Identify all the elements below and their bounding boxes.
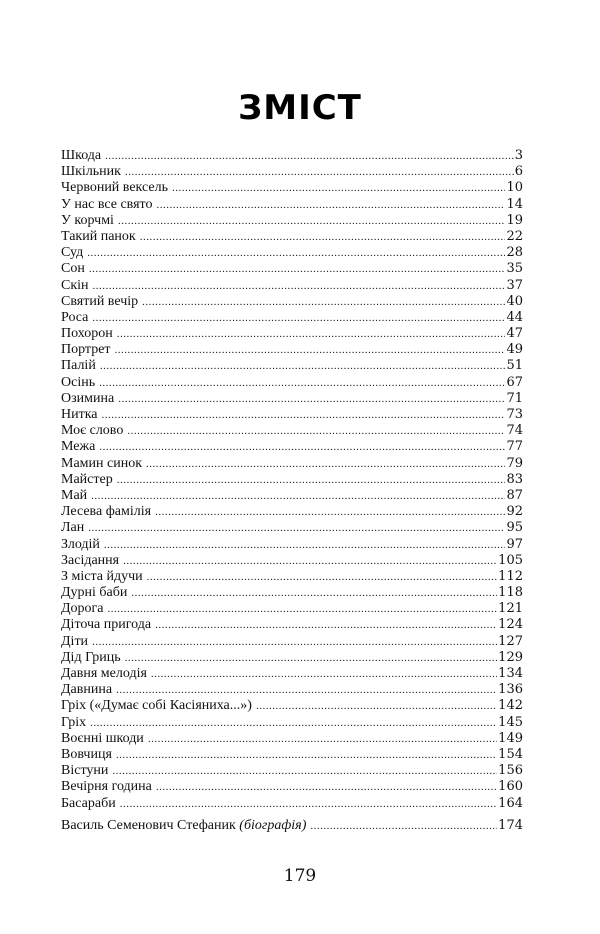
toc-leader-dots	[310, 818, 497, 834]
toc-entry-page: 118	[498, 585, 523, 601]
toc-entry-title: Діточа пригода	[61, 617, 152, 633]
toc-leader-dots	[147, 569, 498, 585]
toc-leader-dots	[117, 472, 506, 488]
toc-entry-title: Давня мелодія	[61, 666, 147, 681]
toc-entry-page: 35	[506, 261, 523, 277]
toc-entry-page: 67	[506, 374, 523, 390]
toc-entry-title: Лесева фамілія	[61, 504, 152, 520]
toc-entry[interactable]	[61, 197, 523, 213]
toc-entry-title: Май	[61, 487, 88, 503]
toc-entry[interactable]	[61, 148, 523, 164]
toc-entry-title: Лан	[61, 520, 85, 536]
toc-leader-dots	[92, 310, 505, 326]
toc-leader-dots	[99, 439, 505, 455]
toc-entry[interactable]	[61, 164, 523, 180]
toc-entry[interactable]	[61, 229, 523, 245]
toc-entry[interactable]	[61, 391, 523, 407]
toc-entry[interactable]	[61, 634, 523, 650]
toc-entry-page: 40	[506, 293, 523, 309]
toc-entry-page: 97	[506, 536, 523, 552]
toc-entry-title: Мамин синок	[61, 455, 143, 471]
toc-entry[interactable]	[61, 520, 523, 536]
toc-entry[interactable]	[61, 261, 523, 277]
toc-entry-title: Вовчиця	[61, 746, 112, 762]
toc-leader-dots	[125, 164, 514, 180]
toc-entry-title: Палій	[61, 358, 96, 374]
toc-leader-dots	[156, 197, 505, 213]
toc-entry-title: Шкільник	[61, 164, 121, 180]
toc-entry[interactable]	[61, 439, 523, 455]
toc-entry-page: 22	[506, 228, 523, 244]
toc-leader-dots	[108, 601, 498, 617]
toc-entry[interactable]	[61, 504, 523, 520]
toc-entry-page: 10	[506, 180, 523, 196]
toc-entry[interactable]	[61, 763, 523, 779]
toc-entry[interactable]	[61, 715, 523, 731]
toc-entry[interactable]	[61, 245, 523, 261]
toc-entry-title: Осінь	[61, 374, 96, 390]
toc-entry-title: Портрет	[61, 342, 111, 358]
toc-entry-page: 112	[498, 568, 523, 584]
toc-entry-title: Діти	[61, 633, 89, 649]
toc-entry[interactable]	[61, 342, 523, 358]
toc-entry-title: Похорон	[61, 326, 113, 342]
toc-entry[interactable]	[61, 456, 523, 472]
toc-entry-title: Воєнні шкоди	[61, 730, 144, 746]
toc-entry-title: Червоний вексель	[61, 180, 168, 196]
toc-entry-page: 127	[498, 633, 523, 649]
page-number: 179	[283, 866, 317, 886]
toc-entry-page: 74	[506, 423, 523, 439]
toc-leader-dots	[89, 261, 506, 277]
toc-leader-dots	[87, 245, 505, 261]
toc-leader-dots	[92, 634, 497, 650]
toc-leader-dots	[88, 520, 505, 536]
toc-entry-title: У корчмі	[61, 212, 114, 228]
toc-entry-page: 129	[498, 649, 523, 665]
toc-leader-dots	[156, 779, 497, 795]
toc-entry[interactable]	[61, 698, 523, 714]
biography-note: (біографія)	[239, 818, 307, 833]
toc-entry-page: 154	[498, 746, 523, 762]
toc-entry[interactable]	[61, 779, 523, 795]
toc-leader-dots	[140, 229, 506, 245]
toc-entry[interactable]	[61, 537, 523, 553]
toc-entry-title: Скін	[61, 277, 89, 293]
toc-entry[interactable]	[61, 358, 523, 374]
toc-leader-dots	[118, 391, 505, 407]
toc-entry-title: Нитка	[61, 407, 98, 422]
toc-entry-page: 87	[506, 487, 523, 503]
toc-leader-dots	[90, 715, 497, 731]
toc-entry-page: 73	[506, 407, 523, 422]
toc-entry[interactable]	[61, 423, 523, 439]
toc-entry[interactable]	[61, 472, 523, 488]
toc-entry-title: Суд	[61, 245, 84, 261]
toc-entry-page: 160	[498, 779, 523, 795]
toc-entry[interactable]	[61, 407, 523, 423]
toc-entry-page: 37	[506, 277, 523, 293]
toc-entry-page: 14	[506, 196, 523, 212]
toc-entry-title	[61, 818, 310, 834]
toc-entry-page: 136	[498, 682, 523, 698]
toc-entry-page: 164	[498, 795, 523, 811]
toc-entry-title: Такий панок	[61, 228, 136, 244]
toc-entry-title: Роса	[61, 309, 89, 325]
toc-entry[interactable]	[61, 326, 523, 342]
toc-entry-title: Басараби	[61, 795, 116, 811]
toc-entry-page: 149	[498, 730, 523, 746]
toc-entry-page: 79	[506, 455, 523, 471]
toc-leader-dots	[125, 650, 498, 666]
toc-entry-title: Моє слово	[61, 423, 124, 439]
toc-entry[interactable]	[61, 666, 523, 682]
toc-entry-title: Дурні баби	[61, 585, 128, 601]
toc-entry[interactable]	[61, 278, 523, 294]
toc-entry-title: Давнина	[61, 682, 113, 698]
toc-entry-title: Гріх	[61, 714, 87, 730]
toc-entry-page: 44	[506, 309, 523, 325]
toc-entry-page: 145	[498, 714, 523, 730]
biography-author: Василь Семенович Стефаник	[61, 818, 236, 833]
toc-leader-dots	[148, 731, 497, 747]
toc-entry[interactable]	[61, 601, 523, 617]
toc-entry[interactable]	[61, 682, 523, 698]
toc-entry[interactable]	[61, 747, 523, 763]
toc-entry-page: 83	[506, 471, 523, 487]
toc-entry[interactable]	[61, 569, 523, 585]
toc-leader-dots	[146, 456, 505, 472]
toc-entry[interactable]	[61, 585, 523, 601]
toc-leader-dots	[155, 617, 497, 633]
toc-entry[interactable]	[61, 553, 523, 569]
toc-leader-dots	[131, 585, 497, 601]
toc-entry[interactable]	[61, 796, 523, 812]
toc-leader-dots	[116, 682, 497, 698]
toc-entry-page: 142	[498, 698, 523, 714]
toc-leader-dots	[91, 488, 505, 504]
toc-leader-dots	[105, 148, 514, 164]
toc-entry-biography[interactable]	[61, 818, 523, 834]
toc-leader-dots	[93, 278, 506, 294]
toc-entry-title: Шкода	[61, 148, 102, 163]
toc-leader-dots	[104, 537, 506, 553]
toc-entry-page: 6	[514, 164, 523, 180]
table-of-contents	[61, 148, 523, 812]
toc-entry-page: 77	[506, 439, 523, 455]
toc-entry-page: 92	[506, 504, 523, 520]
toc-leader-dots	[116, 747, 497, 763]
toc-leader-dots	[118, 213, 506, 229]
toc-leader-dots	[112, 763, 497, 779]
toc-entry-page: 121	[498, 601, 523, 617]
page-title: ЗМІСТ	[238, 88, 362, 128]
toc-entry[interactable]	[61, 731, 523, 747]
toc-entry-title: Дід Гриць	[61, 649, 121, 665]
toc-leader-dots	[120, 796, 497, 812]
toc-entry-page: 174	[498, 818, 523, 833]
toc-entry-title: Вістуни	[61, 763, 109, 779]
toc-entry-page: 51	[506, 358, 523, 374]
toc-leader-dots	[172, 180, 505, 196]
toc-entry[interactable]	[61, 375, 523, 391]
toc-entry-title: Злодій	[61, 536, 100, 552]
toc-entry[interactable]	[61, 294, 523, 310]
toc-entry-title: Межа	[61, 439, 96, 455]
toc-entry-title: Майстер	[61, 471, 113, 487]
toc-entry-page: 134	[498, 666, 523, 681]
toc-entry[interactable]	[61, 213, 523, 229]
toc-entry[interactable]	[61, 650, 523, 666]
toc-leader-dots	[115, 342, 506, 358]
toc-entry-title: Засідання	[61, 552, 120, 568]
toc-entry[interactable]	[61, 617, 523, 633]
toc-entry-page: 28	[506, 245, 523, 261]
toc-leader-dots	[142, 294, 505, 310]
toc-entry[interactable]	[61, 310, 523, 326]
toc-entry-title: Вечірня година	[61, 779, 152, 795]
toc-leader-dots	[155, 504, 505, 520]
toc-leader-dots	[123, 553, 497, 569]
toc-leader-dots	[127, 423, 505, 439]
toc-leader-dots	[100, 358, 506, 374]
toc-leader-dots	[151, 666, 497, 682]
toc-entry[interactable]	[61, 180, 523, 196]
toc-entry[interactable]	[61, 488, 523, 504]
toc-entry-title: Сон	[61, 261, 85, 277]
toc-entry-page: 124	[498, 617, 523, 633]
toc-entry-page: 95	[506, 520, 523, 536]
toc-entry-title: Дорога	[61, 601, 104, 617]
toc-entry-title: Гріх («Думає собі Касіяниха...»)	[61, 698, 252, 714]
toc-entry-page: 47	[506, 326, 523, 342]
toc-entry-title: Святий вечір	[61, 293, 139, 309]
toc-leader-dots	[102, 407, 506, 423]
toc-leader-dots	[256, 698, 497, 714]
toc-entry-title: У нас все свято	[61, 196, 153, 212]
toc-entry-page: 156	[498, 763, 523, 779]
toc-leader-dots	[117, 326, 506, 342]
toc-entry-page: 105	[498, 552, 523, 568]
toc-leader-dots	[99, 375, 505, 391]
toc-entry-page: 49	[506, 342, 523, 358]
toc-entry-title: З міста йдучи	[61, 568, 143, 584]
toc-entry-page: 3	[514, 148, 523, 163]
toc-entry-page: 19	[506, 212, 523, 228]
toc-entry-page: 71	[506, 390, 523, 406]
toc-entry-title: Озимина	[61, 390, 115, 406]
